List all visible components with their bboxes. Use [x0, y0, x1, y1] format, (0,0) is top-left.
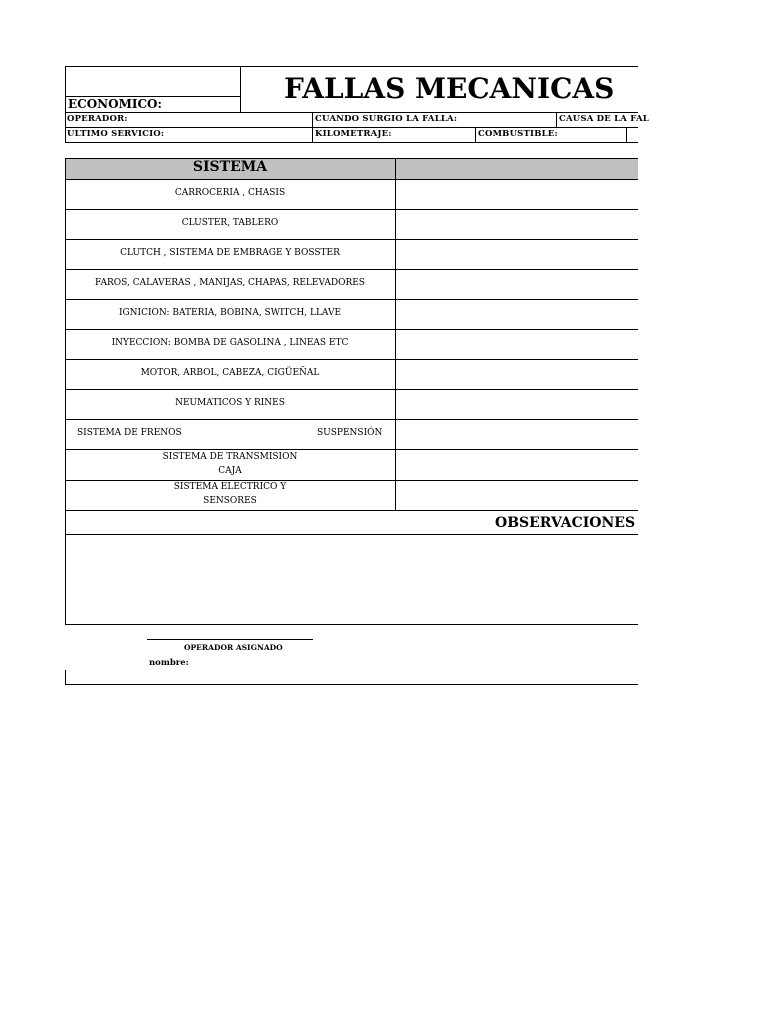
sistema-item-neumaticos: NEUMATICOS Y RINES [175, 398, 285, 408]
sistema-item-faros: FAROS, CALAVERAS , MANIJAS, CHAPAS, RELEVADORES [95, 278, 365, 288]
combustible-label: COMBUSTIBLE: [478, 129, 558, 139]
operador-label: OPERADOR: [67, 114, 128, 124]
sistema-item-transmision-line2: CAJA [218, 466, 242, 476]
sistema-item-electrico-line1: SISTEMA ELECTRICO Y [173, 482, 287, 492]
sistema-item-carroceria: CARROCERIA , CHASIS [174, 188, 286, 198]
form-title: FALLAS MECANICAS [284, 72, 615, 105]
kilometraje-label: KILOMETRAJE: [315, 129, 392, 139]
sistema-item-cluster: CLUSTER, TABLERO [181, 218, 279, 228]
causa-falla-label: CAUSA DE LA FAL [559, 114, 649, 124]
sistema-item-electrico-line2: SENSORES [203, 496, 257, 506]
sistema-item-transmision-line1: SISTEMA DE TRANSMISION [162, 452, 298, 462]
sistema-item-frenos: SISTEMA DE FRENOS [77, 428, 182, 438]
sistema-item-clutch: CLUTCH , SISTEMA DE EMBRAGE Y BOSSTER [120, 248, 340, 258]
ultimo-servicio-label: ULTIMO SERVICIO: [67, 129, 165, 139]
economico-label: ECONOMICO: [68, 97, 162, 111]
observaciones-heading: OBSERVACIONES [495, 515, 636, 531]
sistema-item-inyeccion: INYECCION: BOMBA DE GASOLINA , LINEAS ETC [111, 338, 349, 348]
sistema-heading: SISTEMA [192, 159, 268, 175]
sistema-item-ignicion: IGNICION: BATERIA, BOBINA, SWITCH, LLAVE [118, 308, 342, 318]
cuando-surgio-label: CUANDO SURGIO LA FALLA: [315, 114, 458, 124]
nombre-label: nombre: [149, 658, 189, 668]
sistema-item-suspension: SUSPENSIÓN [317, 428, 383, 438]
sistema-item-motor: MOTOR, ARBOL, CABEZA, CIGÜEÑAL [140, 368, 320, 378]
operador-asignado-label: OPERADOR ASIGNADO [184, 643, 283, 652]
